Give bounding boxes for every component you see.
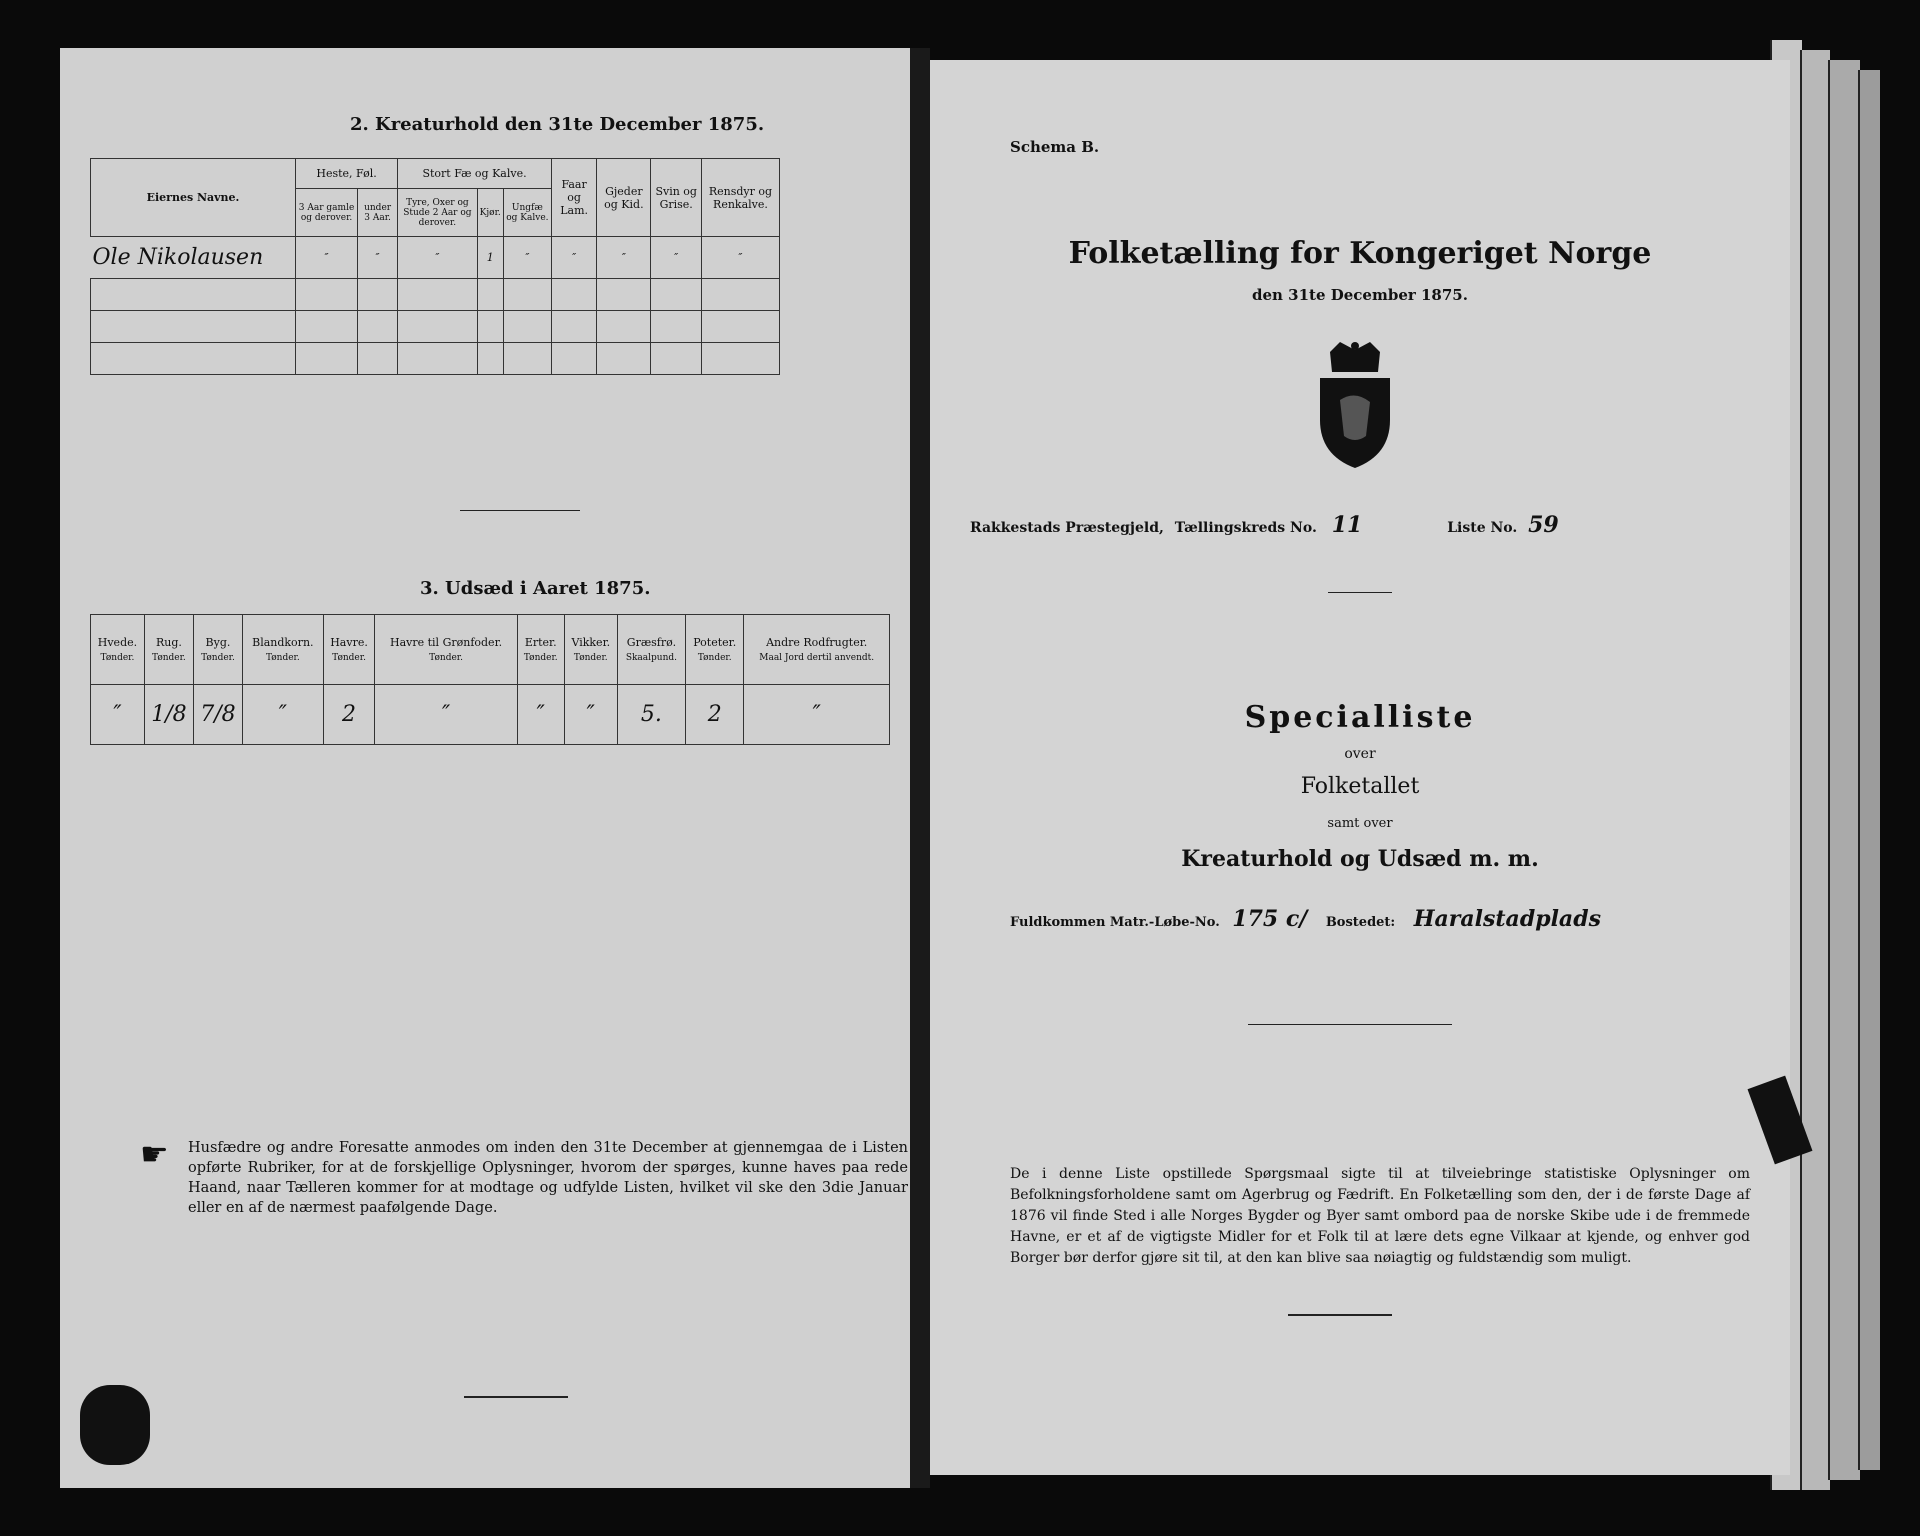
sowing-header-cell [744,615,890,685]
census-date: den 31te December 1875. [1252,286,1468,304]
reindeer-column-header: Rensdyr og Renkalve. [701,159,779,237]
page-stack-edge-2 [1800,50,1830,1490]
bottom-divider [464,1396,568,1398]
owner-column-header: Eiernes Navne. [91,159,296,237]
livestock-cell: ″ [503,237,551,279]
sowing-header-cell [617,615,685,685]
sowing-crop-label: Rug. [155,636,182,649]
left-page [60,48,910,1488]
pigs-column-header: Svin og Grise. [651,159,701,237]
district-label: Tællingskreds No. [1174,520,1317,536]
livestock-cell: ″ [551,237,596,279]
sowing-crop-label: Vikker. [571,636,611,649]
matr-label: Fuldkommen Matr.-Løbe-No. [1010,915,1220,930]
sowing-table [90,614,890,745]
horses-group-header: Heste, Føl. [296,159,398,189]
right-page [930,60,1790,1475]
sowing-value-cell: ″ [517,685,564,745]
sowing-crop-label: Andre Rodfrugter. [766,636,868,649]
over-label: over [1344,746,1376,762]
sowing-header-cell [686,615,744,685]
horses-old-header: 3 Aar gamle og derover. [296,189,358,237]
schema-label: Schema B. [1010,138,1100,156]
sowing-header-cell [91,615,145,685]
sowing-value-cell: 7/8 [193,685,242,745]
sowing-header-cell [193,615,242,685]
sowing-crop-label: Byg. [205,636,231,649]
parish-label: Rakkestads Præstegjeld, [970,520,1164,536]
livestock-cell: ″ [358,237,398,279]
shadow-mark [80,1385,150,1465]
livestock-cell: 1 [477,237,503,279]
livestock-cell: ″ [651,237,701,279]
sowing-crop-label: Hvede. [97,636,138,649]
specialliste-heading: Specialliste [1244,700,1476,735]
sowing-unit-label: Tønder. [573,653,608,663]
binding-spine [910,48,930,1488]
section2-title: 2. Kreaturhold den 31te December 1875. [350,114,765,135]
page-stack-edge-4 [1858,70,1880,1470]
sowing-value-cell: ″ [243,685,324,745]
parish-line [970,512,1559,538]
sowing-unit-label: Tønder. [332,653,366,663]
info-paragraph: De i denne Liste opstillede Spørgsmaal sigte til at tilveiebringe statistiske Oplysninger om Befolkningsforholdene samt om Agerbrug og Fædrift. En Folketælling som den, der i de første Dage af 1876 vil finde Sted i alle Norges Bygder og Byer samt ombord paa de norske Skibe ude i de fremmede Havne, er et af de vigtigste Midler for et Folk til at lære dets egne Vilkaar at kjende, og enhver god Borger bør derfor gjøre sit til, at den kan blive saa nøiagtig og fuldstændig som muligt. [1010,1166,1750,1266]
sowing-header-cell [564,615,617,685]
sowing-value-cell: ″ [564,685,617,745]
owner-name-cell: Ole Nikolausen [91,237,296,279]
livestock-cell: ″ [296,237,358,279]
census-title: Folketælling for Kongeriget Norge [1068,236,1652,271]
sowing-unit-label: Tønder. [429,653,463,663]
sowing-crop-label: Havre. [330,636,368,649]
list-label: Liste No. [1447,520,1518,536]
pointing-hand-icon: ☛ [140,1135,169,1173]
sheep-column-header: Faar og Lam. [551,159,596,237]
divider [460,510,580,511]
bulls-header: Tyre, Oxer og Stude 2 Aar og derover. [398,189,478,237]
folketallet-heading: Folketallet [1300,774,1420,799]
bosted-label: Bostedet: [1325,915,1396,930]
sowing-value-cell: 1/8 [144,685,193,745]
sowing-unit-label: Tønder. [697,653,732,663]
sowing-value-cell: 2 [323,685,375,745]
sowing-unit-label: Tønder. [100,653,135,663]
page-stack-edge-3 [1828,60,1860,1480]
divider [1248,1024,1452,1025]
bosted-value: Haralstadplads [1413,906,1601,932]
sowing-unit-label: Tønder. [265,653,300,663]
sowing-unit-label: Maal Jord dertil anvendt. [759,653,875,663]
district-number: 11 [1331,512,1363,538]
sowing-header-cell [144,615,193,685]
sowing-header-cell [375,615,517,685]
livestock-cell: ″ [398,237,478,279]
sowing-unit-label: Tønder. [523,653,558,663]
sowing-value-cell: 5. [617,685,685,745]
divider [1328,592,1392,593]
section3-title: 3. Udsæd i Aaret 1875. [420,578,651,599]
sowing-unit-label: Tønder. [152,653,186,663]
matr-line [1010,906,1601,932]
sowing-value-cell: ″ [375,685,517,745]
sowing-header-cell [243,615,324,685]
sowing-crop-label: Erter. [524,636,557,649]
sowing-crop-label: Blandkorn. [252,636,314,649]
cattle-group-header: Stort Fæ og Kalve. [398,159,552,189]
livestock-table [90,158,780,375]
sowing-value-cell: 2 [686,685,744,745]
sowing-value-cell: ″ [744,685,890,745]
notice-text: Husfædre og andre Foresatte anmodes om inden den 31te December at gjennemgaa de i Listen opførte Rubriker, for at de forskjellige Oplysninger, hvorom der spørges, kunne haves paa rede Haand, naar Tælleren kommer for at modtage og udfylde Listen, hvilket vil ske den 3die Januar eller en af de nærmest paafølgende Dage. [188,1140,908,1216]
horses-young-header: under 3 Aar. [358,189,398,237]
coat-of-arms-icon [1300,340,1410,470]
bottom-divider [1288,1314,1392,1316]
sowing-unit-label: Skaalpund. [625,653,678,663]
livestock-cell: ″ [597,237,651,279]
matr-value: 175 c/ [1232,906,1308,932]
sowing-header-cell [517,615,564,685]
goats-column-header: Gjeder og Kid. [597,159,651,237]
sowing-crop-label: Havre til Grønfoder. [389,636,503,649]
cows-header: Kjør. [477,189,503,237]
sowing-crop-label: Græsfrø. [626,636,677,649]
young-cattle-header: Ungfæ og Kalve. [503,189,551,237]
sowing-header-cell [323,615,375,685]
sowing-value-cell: ″ [91,685,145,745]
sowing-unit-label: Tønder. [201,653,235,663]
kreatur-heading: Kreaturhold og Udsæd m. m. [1181,846,1539,872]
livestock-cell: ″ [701,237,779,279]
list-number: 59 [1528,512,1559,538]
samt-over-label: samt over [1327,816,1393,831]
sowing-crop-label: Poteter. [693,636,737,649]
